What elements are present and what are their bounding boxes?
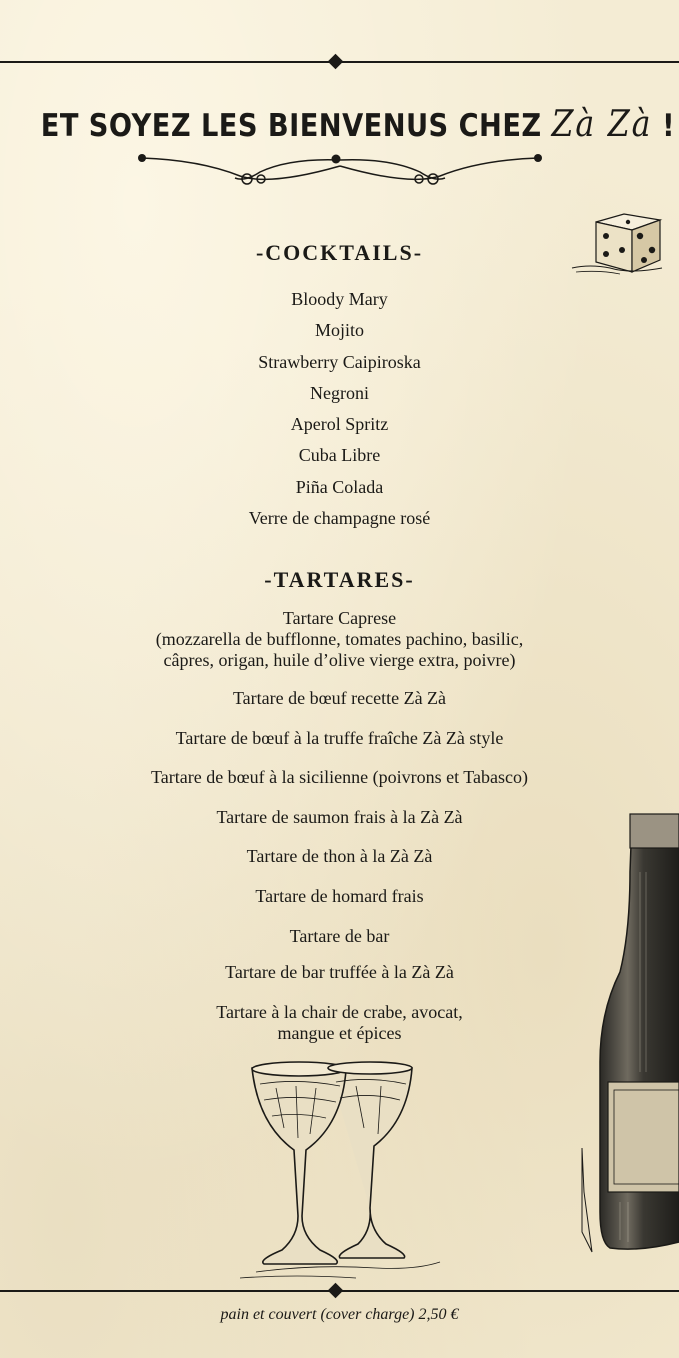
tartare-caprese-name: Tartare Caprese — [282, 608, 397, 628]
page-title — [40, 104, 676, 145]
cocktail-item: Aperol Spritz — [290, 414, 389, 435]
title-exclamation: ! — [662, 108, 676, 144]
cover-charge-note: pain et couvert (cover charge) 2,50 € — [220, 1306, 459, 1323]
bottle-illustration — [580, 812, 679, 1272]
tartare-caprese — [0, 608, 679, 671]
title-main: ET SOYEZ LES BIENVENUS CHEZ — [40, 108, 542, 144]
cocktail-item: Negroni — [310, 382, 369, 403]
cocktail-item: Mojito — [314, 320, 364, 341]
tartare-crab-line1: Tartare à la chair de crabe, avocat, — [216, 1002, 463, 1022]
goblets-illustration — [236, 1058, 446, 1283]
cocktails-heading: -COCKTAILS- — [255, 240, 424, 265]
tartare-item: Tartare de bar truffée à la Zà Zà — [225, 962, 454, 982]
tartare-item: Tartare de bœuf à la sicilienne (poivrons et Tabasco) — [151, 767, 528, 787]
cocktail-item: Verre de champagne rosé — [248, 508, 431, 529]
bottom-rule-diamond — [328, 1283, 344, 1299]
tartare-item: Tartare de homard frais — [255, 886, 424, 906]
tartare-item: Tartare de saumon frais à la Zà Zà — [216, 807, 463, 827]
tartare-caprese-desc-line1: (mozzarella de bufflonne, tomates pachino, basilic, — [155, 629, 524, 649]
cocktail-item: Strawberry Caipiroska — [258, 351, 421, 372]
cocktails-list — [0, 284, 679, 534]
cocktail-item: Piña Colada — [295, 476, 384, 497]
tartare-item: Tartare de bœuf recette Zà Zà — [232, 688, 447, 708]
tartare-item: Tartare de bar — [289, 926, 390, 946]
tartares-heading: -TARTARES- — [264, 567, 415, 592]
cocktail-item: Cuba Libre — [298, 445, 381, 466]
tartare-item: Tartare de thon à la Zà Zà — [246, 846, 433, 866]
tartare-crab-line2: mangue et épices — [277, 1023, 402, 1043]
tartare-crab — [0, 1002, 679, 1044]
tartare-caprese-desc-line2: câpres, origan, huile d’olive vierge extra, poivre) — [163, 650, 516, 670]
top-rule-diamond — [328, 54, 344, 70]
cocktail-item: Bloody Mary — [291, 289, 388, 309]
title-restaurant-name: Zà Zà — [551, 104, 653, 145]
tartare-item: Tartare de bœuf à la truffe fraîche Zà Zà style — [175, 728, 504, 748]
flourish-ornament — [140, 152, 540, 192]
